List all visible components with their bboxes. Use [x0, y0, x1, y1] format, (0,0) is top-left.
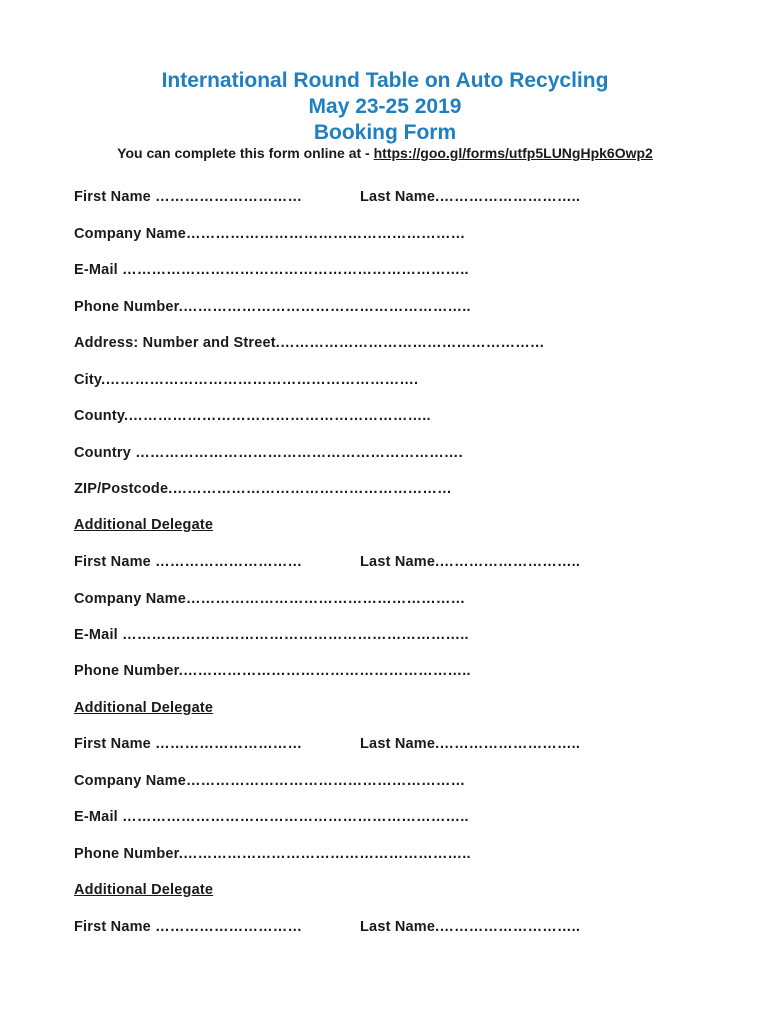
online-form-notice [0, 145, 770, 161]
form-title: International Round Table on Auto Recycling [161, 69, 609, 92]
additional-delegate-heading: Additional Delegate [74, 517, 214, 533]
last-name-field[interactable]: Last Name.……………………….. [360, 736, 581, 752]
online-form-link[interactable]: https://goo.gl/forms/utfp5LUNgHpk6Owp2 [373, 145, 653, 161]
first-name-field[interactable]: First Name ………………………… [74, 736, 303, 752]
zip-postcode-field[interactable]: ZIP/Postcode.………………………………………………… [74, 481, 452, 497]
company-name-field[interactable]: Company Name………………………………………………… [74, 226, 466, 242]
phone-number-field[interactable]: Phone Number.………………………………………………….. [74, 846, 471, 862]
first-name-field[interactable]: First Name ………………………… [74, 189, 303, 205]
country-field[interactable]: Country …………………………………………………………. [74, 445, 463, 461]
company-name-field[interactable]: Company Name………………………………………………… [74, 591, 466, 607]
email-field[interactable]: E-Mail …………………………………………………………….. [74, 809, 469, 825]
phone-number-field[interactable]: Phone Number.………………………………………………….. [74, 663, 471, 679]
last-name-field[interactable]: Last Name.……………………….. [360, 554, 581, 570]
last-name-field[interactable]: Last Name.……………………….. [360, 189, 581, 205]
online-form-text: You can complete this form online at - [117, 145, 374, 161]
email-field[interactable]: E-Mail …………………………………………………………….. [74, 262, 469, 278]
first-name-field[interactable]: First Name ………………………… [74, 919, 303, 935]
additional-delegate-heading: Additional Delegate [74, 882, 214, 898]
phone-number-field[interactable]: Phone Number.………………………………………………….. [74, 299, 471, 315]
additional-delegate-heading: Additional Delegate [74, 700, 214, 716]
last-name-field[interactable]: Last Name.……………………….. [360, 919, 581, 935]
county-field[interactable]: County.…………………………………………………….. [74, 408, 431, 424]
address-field[interactable]: Address: Number and Street.……………………………………………… [74, 335, 545, 351]
city-field[interactable]: City.………………………………………………………. [74, 372, 419, 388]
form-subtitle: Booking Form [313, 121, 457, 144]
email-field[interactable]: E-Mail …………………………………………………………….. [74, 627, 469, 643]
company-name-field[interactable]: Company Name………………………………………………… [74, 773, 466, 789]
event-dates: May 23-25 2019 [308, 95, 462, 118]
first-name-field[interactable]: First Name ………………………… [74, 554, 303, 570]
